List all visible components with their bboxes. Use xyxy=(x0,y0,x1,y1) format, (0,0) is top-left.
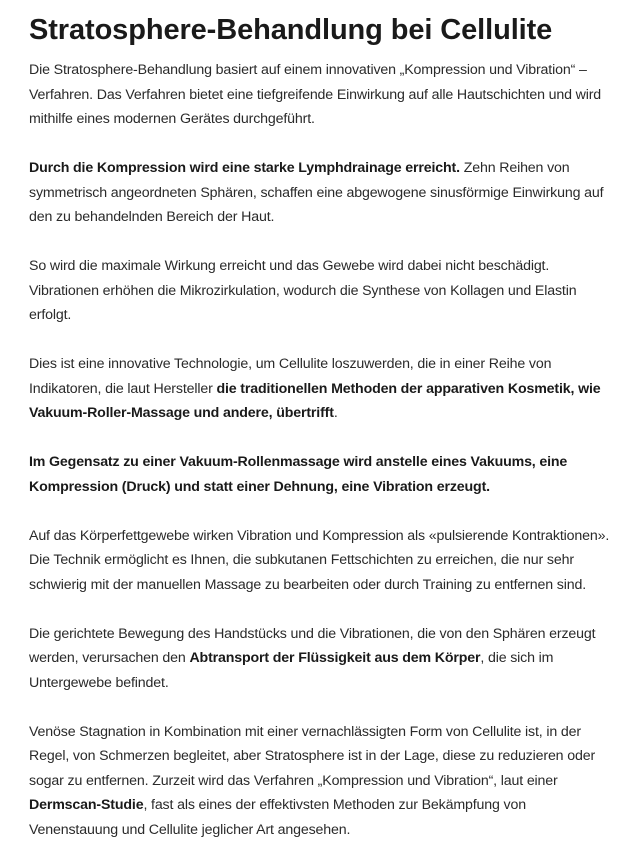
paragraph-text: Auf das Körperfettgewebe wirken Vibration und Kompression als «pulsierende Kontraktionen». Die Technik ermöglicht es Ihnen, die subkutanen Fettschichten zu erreichen, die nur sehr schwierig mit der manuellen Massage zu bearbeiten oder durch Training zu entfernen sind. xyxy=(29,528,609,593)
paragraph-text: Die Stratosphere-Behandlung basiert auf einem innovativen „Kompression und Vibration“ – Verfahren. Das Verfahren bietet eine tiefgreifende Einwirkung auf alle Hautschichten und wird mithilfe eines modernen Gerätes durchgeführt. xyxy=(29,62,601,127)
paragraph-handstueck xyxy=(29,622,610,696)
paragraph-emphasis: Abtransport der Flüssigkeit aus dem Körper xyxy=(189,650,480,666)
paragraph-gegensatz xyxy=(29,450,610,499)
paragraph-emphasis: Im Gegensatz zu einer Vakuum-Rollenmassage wird anstelle eines Vakuums, eine Kompression (Druck) und statt einer Dehnung, eine Vibration erzeugt. xyxy=(29,454,567,495)
paragraph-emphasis: Dermscan-Studie xyxy=(29,797,143,813)
paragraph-emphasis: die traditionellen Methoden der apparativen Kosmetik, wie Vakuum-Roller-Massage und andere, übertrifft xyxy=(29,381,601,422)
paragraph-text: Venöse Stagnation in Kombination mit einer vernachlässigten Form von Cellulite ist, in der Regel, von Schmerzen begleitet, aber Stratosphere ist in der Lage, diese zu reduzieren oder sogar zu entfernen. Zurzeit wird das Verfahren „Kompression und Vibration“, laut einer xyxy=(29,724,595,789)
paragraph-text: . xyxy=(334,405,338,421)
paragraph-text: , die sich im Untergewebe befindet. xyxy=(29,650,553,691)
paragraph-intro xyxy=(29,58,610,132)
paragraph-text: , fast als eines der effektivsten Methoden zur Bekämpfung von Venenstauung und Cellulite jeglicher Art angesehen. xyxy=(29,797,526,838)
paragraph-text: Die gerichtete Bewegung des Handstücks und die Vibrationen, die von den Sphären erzeugt werden, verursachen den xyxy=(29,626,595,667)
paragraph-koerperfett xyxy=(29,524,610,598)
paragraph-text: So wird die maximale Wirkung erreicht und das Gewebe wird dabei nicht beschädigt. Vibrationen erhöhen die Mikrozirkulation, wodurch die Synthese von Kollagen und Elastin erfolgt. xyxy=(29,258,576,323)
article-title: Stratosphere-Behandlung bei Cellulite xyxy=(29,12,610,48)
paragraph-text: Zehn Reihen von symmetrisch angeordneten Sphären, schaffen eine abgewogene sinusförmige Einwirkung auf den zu behandelnden Bereich der Haut. xyxy=(29,160,603,225)
paragraph-wirkung xyxy=(29,254,610,328)
paragraph-emphasis: Durch die Kompression wird eine starke Lymphdrainage erreicht. xyxy=(29,160,460,176)
paragraph-lymphdrainage xyxy=(29,156,610,230)
paragraph-text: Dies ist eine innovative Technologie, um Cellulite loszuwerden, die in einer Reihe von Indikatoren, die laut Hersteller xyxy=(29,356,551,397)
paragraph-technologie xyxy=(29,352,610,426)
paragraph-venoese-stagnation xyxy=(29,720,610,842)
